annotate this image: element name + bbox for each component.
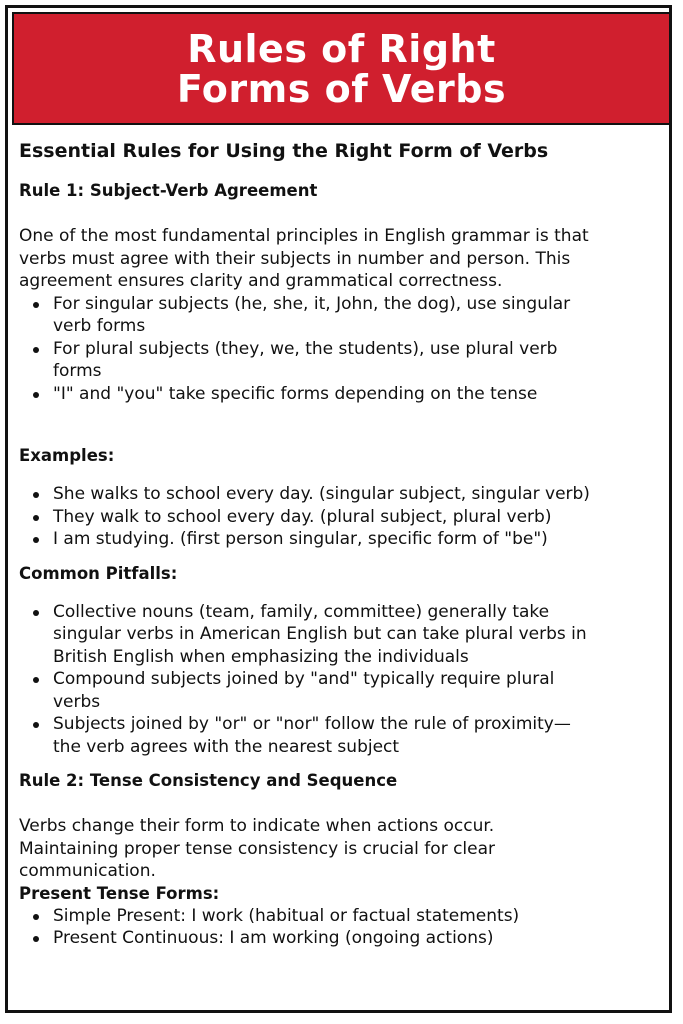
list-item-text: Collective nouns (team, family, committee) generally take [53,601,550,622]
article-content [19,129,659,950]
list-item [19,338,659,383]
list-item-text: verbs [53,691,101,712]
paragraph-line: communication. [19,861,156,881]
list-item-text: singular verbs in American English but can take plural verbs in [53,624,587,644]
list-item-text: British English when emphasizing the individuals [53,646,469,667]
page-frame [5,5,672,1013]
list-item-text: Subjects joined by "or" or "nor" follow the rule of proximity— [53,714,571,734]
list-item-text: Compound subjects joined by "and" typically require plural [53,669,555,689]
examples-list [19,483,659,551]
paragraph-line: agreement ensures clarity and grammatical correctness. [19,271,503,291]
paragraph-line: Verbs change their form to indicate when actions occur. [19,816,495,836]
list-item [19,383,659,406]
list-item: She walks to school every day. (singular subject, singular verb) [19,483,659,506]
list-item: They walk to school every day. (plural subject, plural verb) [19,506,659,529]
examples-heading: Examples: [19,446,115,465]
paragraph-line: verbs must agree with their subjects in number and person. This [19,248,571,269]
paragraph-line: One of the most fundamental principles in English grammar is that [19,226,589,246]
rule1-bullet-list [19,293,659,406]
title-line-2: Forms of Verbs [176,66,507,111]
pitfalls-list [19,601,659,759]
list-item: I am studying. (first person singular, specific form of "be") [19,528,659,551]
rule2-heading: Rule 2: Tense Consistency and Sequence [19,771,398,790]
paragraph-line: Maintaining proper tense consistency is crucial for clear [19,838,496,859]
title-banner [12,12,671,125]
list-item: Simple Present: I work (habitual or factual statements) [19,905,659,928]
title-line-1: Rules of Right [187,26,496,71]
pitfalls-heading: Common Pitfalls: [19,563,178,583]
list-item [19,601,659,669]
main-heading: Essential Rules for Using the Right Form of Verbs [19,140,549,162]
list-item-text: forms [53,361,102,381]
list-item-text: For singular subjects (he, she, it, John, the dog), use singular [53,293,571,314]
list-item [19,668,659,713]
rule2-paragraph [19,815,659,883]
list-item [19,713,659,758]
list-item: Present Continuous: I am working (ongoing actions) [19,927,659,950]
rule1-heading: Rule 1: Subject-Verb Agreement [19,181,318,200]
present-tense-heading: Present Tense Forms: [19,883,220,903]
list-item-text: the verb agrees with the nearest subject [53,736,400,757]
list-item-text: For plural subjects (they, we, the students), use plural verb [53,338,558,359]
rule1-paragraph [19,225,659,293]
present-tense-list [19,905,659,950]
list-item [19,293,659,338]
list-item-text: verb forms [53,316,146,336]
list-item-text: "I" and "you" take specific forms depending on the tense [53,383,538,404]
